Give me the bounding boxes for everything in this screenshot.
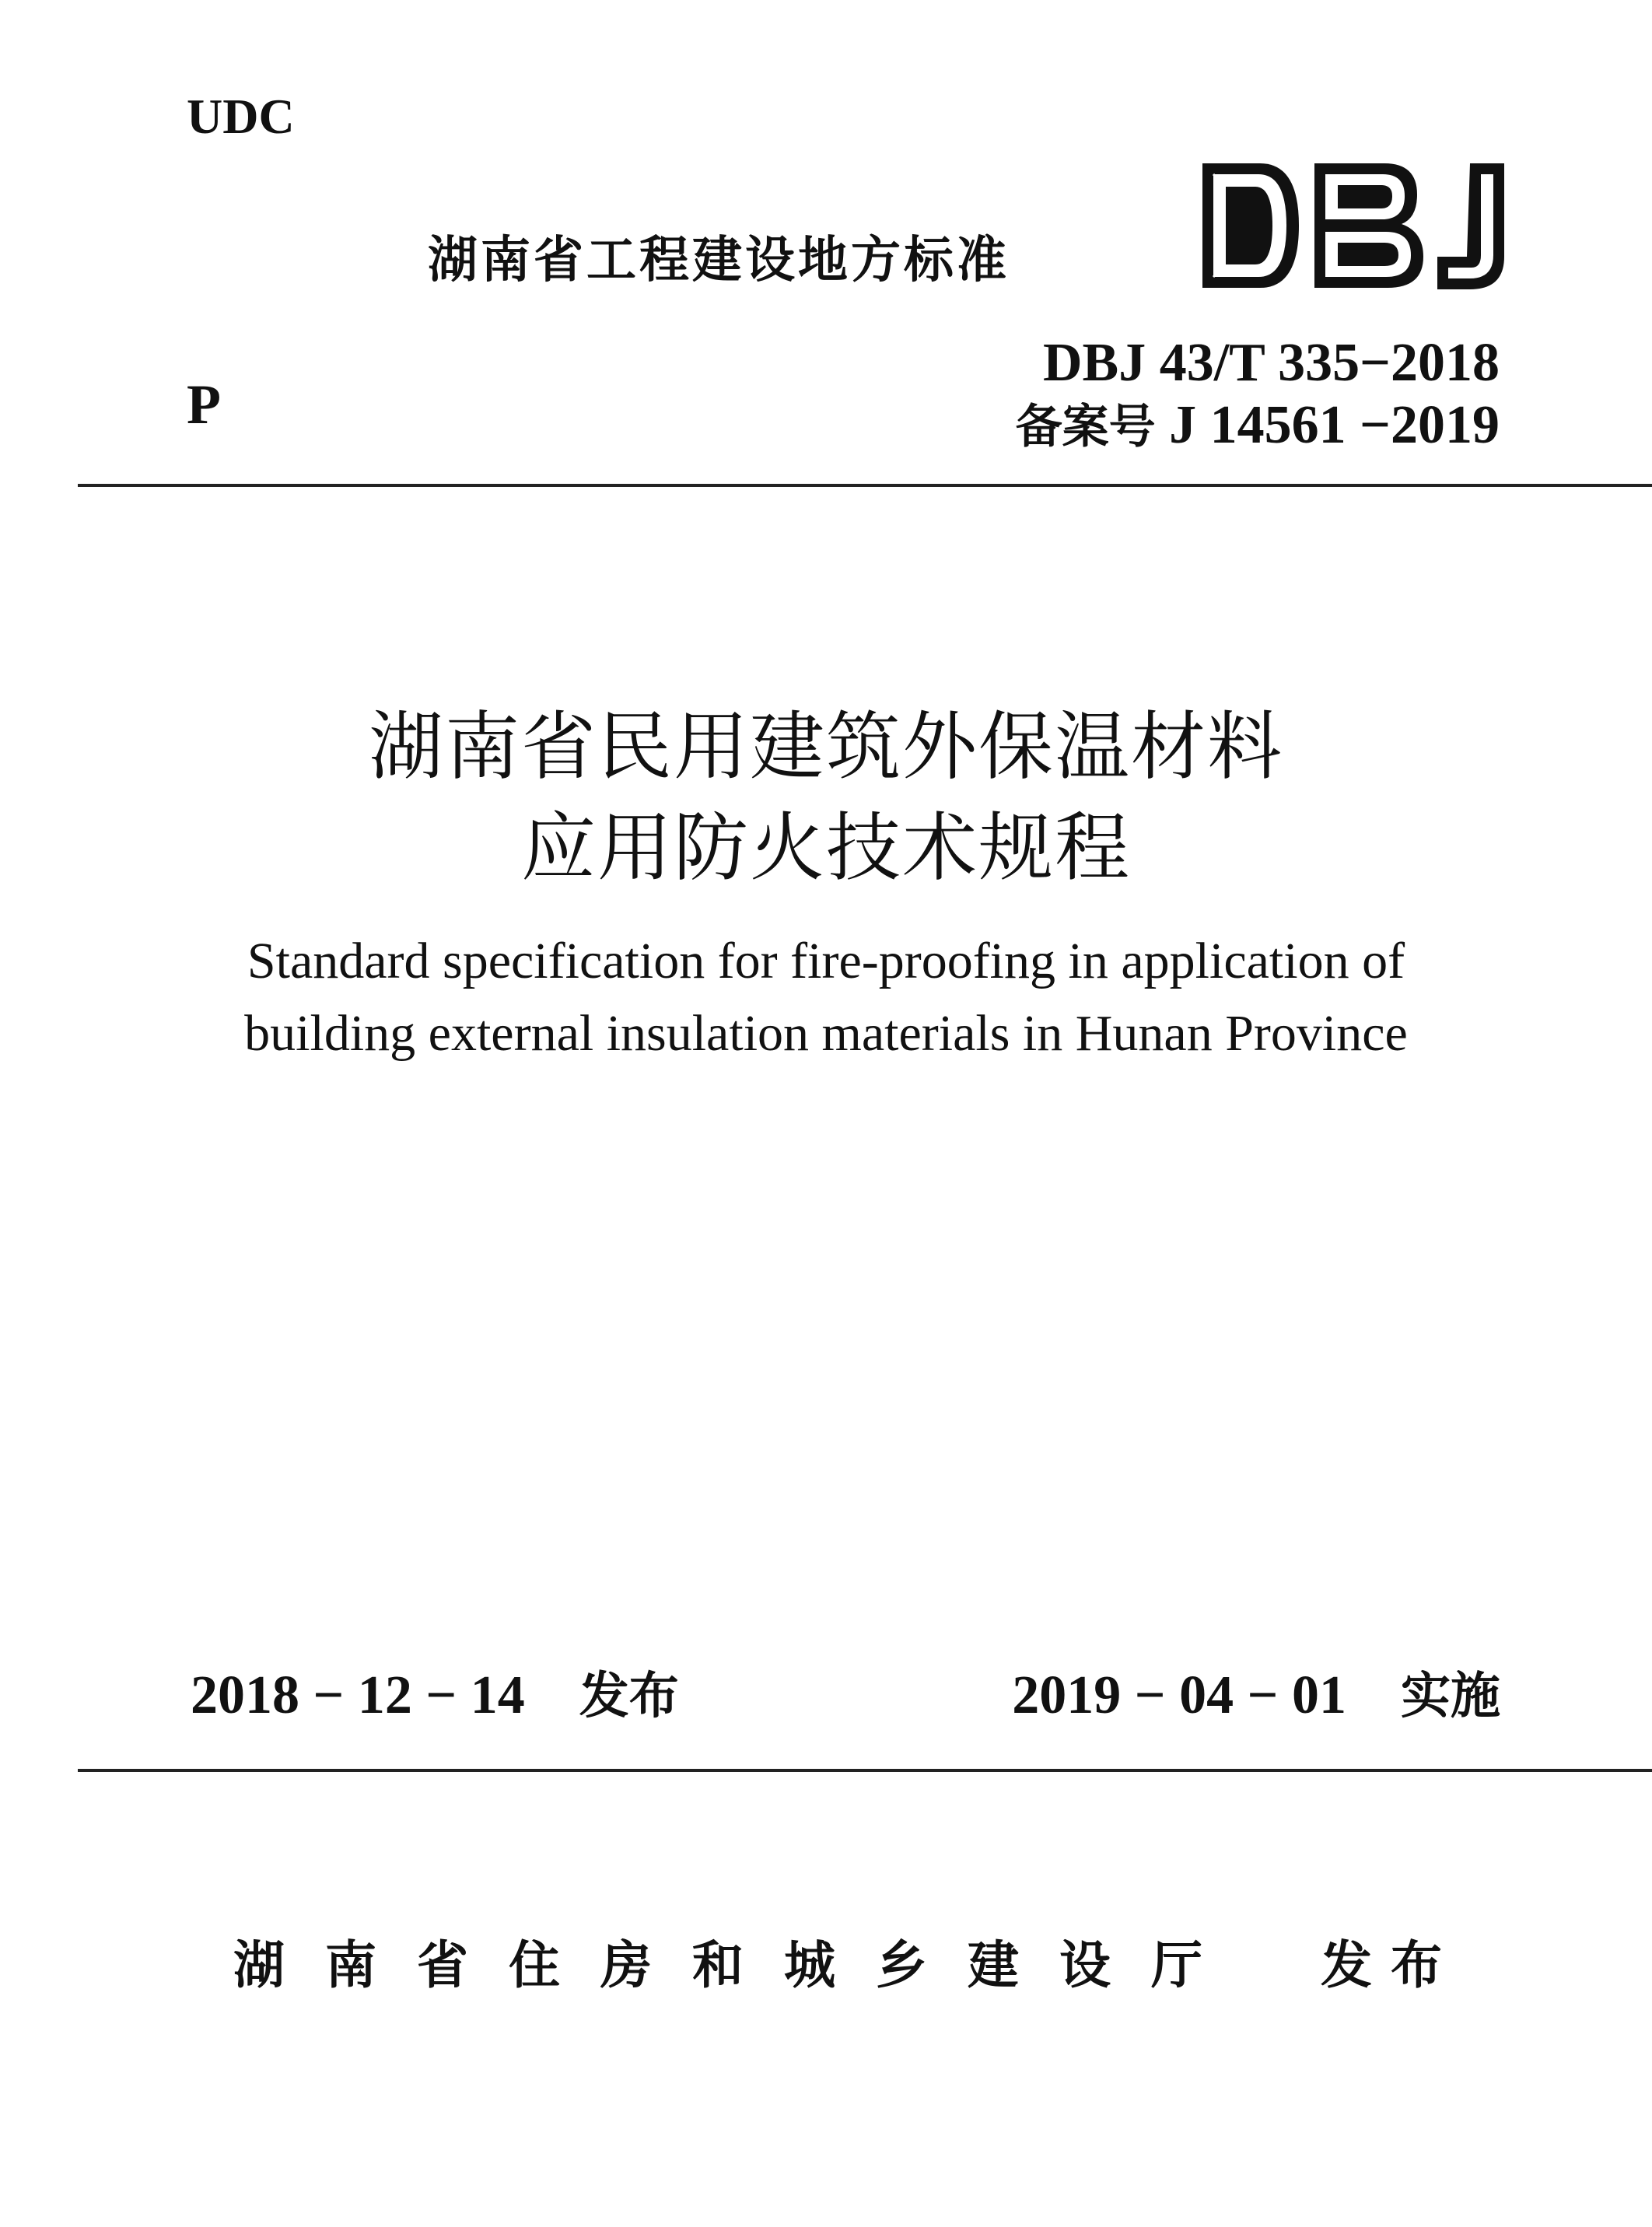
udc-label: UDC [187,89,295,144]
category-code: P [187,373,221,436]
series-title: 湖南省工程建设地方标准 [428,232,1010,289]
title-zh-line2: 应用防火技术规程 [521,804,1131,891]
effective-date-line [1012,1661,1500,1732]
publisher-line [233,1931,1461,2001]
bottom-divider [78,1769,1652,1772]
issue-date: 2018 − 12 − 14 [191,1665,525,1725]
title-en-line2: building external insulation materials in Hunan Province [244,1005,1408,1062]
title-en-line1: Standard specification for fire-proofing in application of [247,933,1405,989]
publisher-organization: 湖南省住房和城乡建设厅 [233,1935,1243,1995]
issue-label: 发布 [579,1668,679,1725]
publisher-action: 发布 [1321,1935,1461,1995]
filing-label: 备案号 [1015,400,1156,454]
filing-number: J 14561 −2019 [1169,395,1500,455]
title-zh-line1: 湖南省民用建筑外保温材料 [369,703,1283,790]
standard-number: DBJ 43/T 335−2018 [1042,333,1500,393]
effective-label: 实施 [1401,1668,1500,1725]
effective-date: 2019 − 04 − 01 [1012,1665,1346,1725]
dbj-logo [1198,156,1509,296]
issue-date-line [191,1661,679,1732]
filing-number-line [1016,393,1500,460]
top-divider [78,484,1652,487]
